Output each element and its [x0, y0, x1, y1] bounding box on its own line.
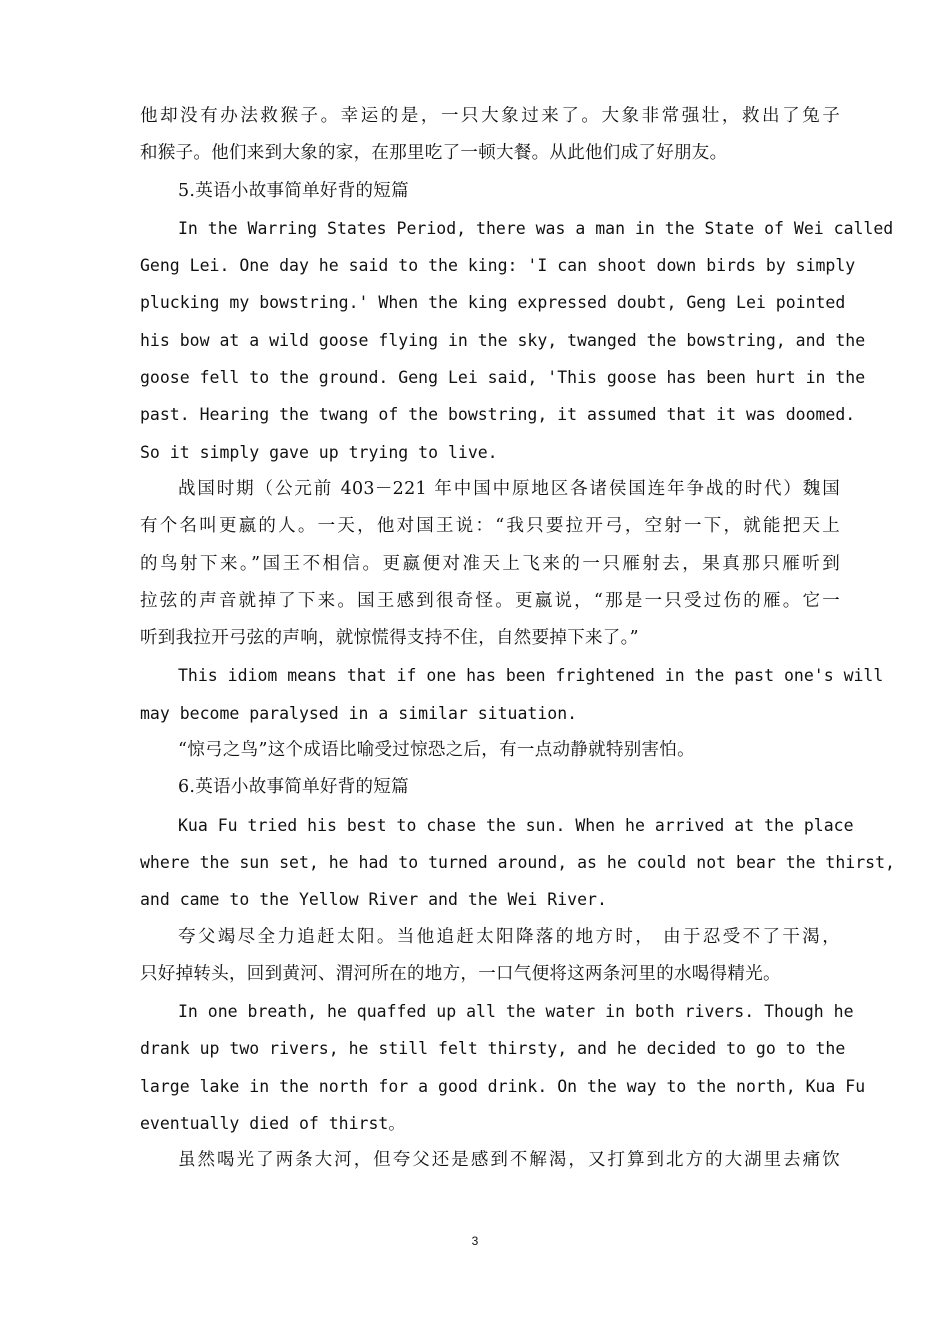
text-line: 只好掉转头，回到黄河、渭河所在的地方，一口气便将这两条河里的水喝得精光。: [140, 963, 781, 984]
text-line: 的鸟射下来。”国王不相信。更嬴便对准天上飞来的一只雁射去，果真那只雁听到: [140, 553, 840, 574]
text-line: plucking my bowstring.' When the king expressed doubt, Geng Lei pointed: [140, 293, 846, 313]
text-line: drank up two rivers, he still felt thirsty, and he decided to go to the: [140, 1039, 846, 1059]
text-line: his bow at a wild goose flying in the sky, twanged the bowstring, and the: [140, 330, 866, 350]
document-body: [140, 98, 895, 1180]
text-line: may become paralysed in a similar situation.: [140, 703, 578, 723]
text-line: 6.英语小故事简单好背的短篇: [178, 777, 409, 798]
text-line: 拉弦的声音就掉了下来。国王感到很奇怪。更嬴说，“那是一只受过伤的雁。它一: [140, 590, 840, 611]
text-line: 战国时期（公元前 403－221 年中国中原地区各诸侯国连年争战的时代）魏国: [178, 478, 840, 499]
text-line: large lake in the north for a good drink. On the way to the north, Kua Fu: [140, 1076, 866, 1096]
text-line: and came to the Yellow River and the Wei River.: [140, 890, 607, 910]
text-line: where the sun set, he had to turned around, as he could not bear the thirst,: [140, 852, 895, 872]
text-line: 和猴子。他们来到大象的家，在那里吃了一顿大餐。从此他们成了好朋友。: [140, 143, 728, 164]
text-line: 5.英语小故事简单好背的短篇: [178, 180, 409, 201]
text-line: 虽然喝光了两条大河，但夸父还是感到不解渴，又打算到北方的大湖里去痛饮: [178, 1150, 840, 1171]
text-line: “惊弓之鸟”这个成语比喻受过惊恐之后，有一点动静就特别害怕。: [178, 740, 695, 761]
page-number: 3: [471, 1234, 479, 1248]
text-line: In one breath, he quaffed up all the water in both rivers. Though he: [178, 1002, 854, 1022]
text-line: past. Hearing the twang of the bowstring, it assumed that it was doomed.: [140, 405, 856, 425]
text-line: eventually died of thirst。: [140, 1114, 405, 1134]
text-line: 夸父竭尽全力追赶太阳。当他追赶太阳降落的地方时， 由于忍受不了干渴，: [178, 926, 840, 947]
text-line: In the Warring States Period, there was a man in the State of Wei called: [178, 218, 894, 238]
text-line: 他却没有办法救猴子。幸运的是，一只大象过来了。大象非常强壮，救出了兔子: [140, 106, 840, 126]
text-line: 有个名叫更嬴的人。一天，他对国王说：“我只要拉开弓，空射一下，就能把天上: [140, 516, 840, 537]
text-line: Kua Fu tried his best to chase the sun. When he arrived at the place: [178, 815, 854, 835]
text-line: goose fell to the ground. Geng Lei said, 'This goose has been hurt in the: [140, 368, 866, 388]
text-line: 听到我拉开弓弦的声响，就惊慌得支持不住，自然要掉下来了。”: [140, 628, 639, 649]
text-line: Geng Lei. One day he said to the king: 'I can shoot down birds by simply: [140, 256, 856, 276]
text-line: This idiom means that if one has been frightened in the past one's will: [178, 666, 884, 686]
text-line: So it simply gave up trying to live.: [140, 442, 498, 462]
